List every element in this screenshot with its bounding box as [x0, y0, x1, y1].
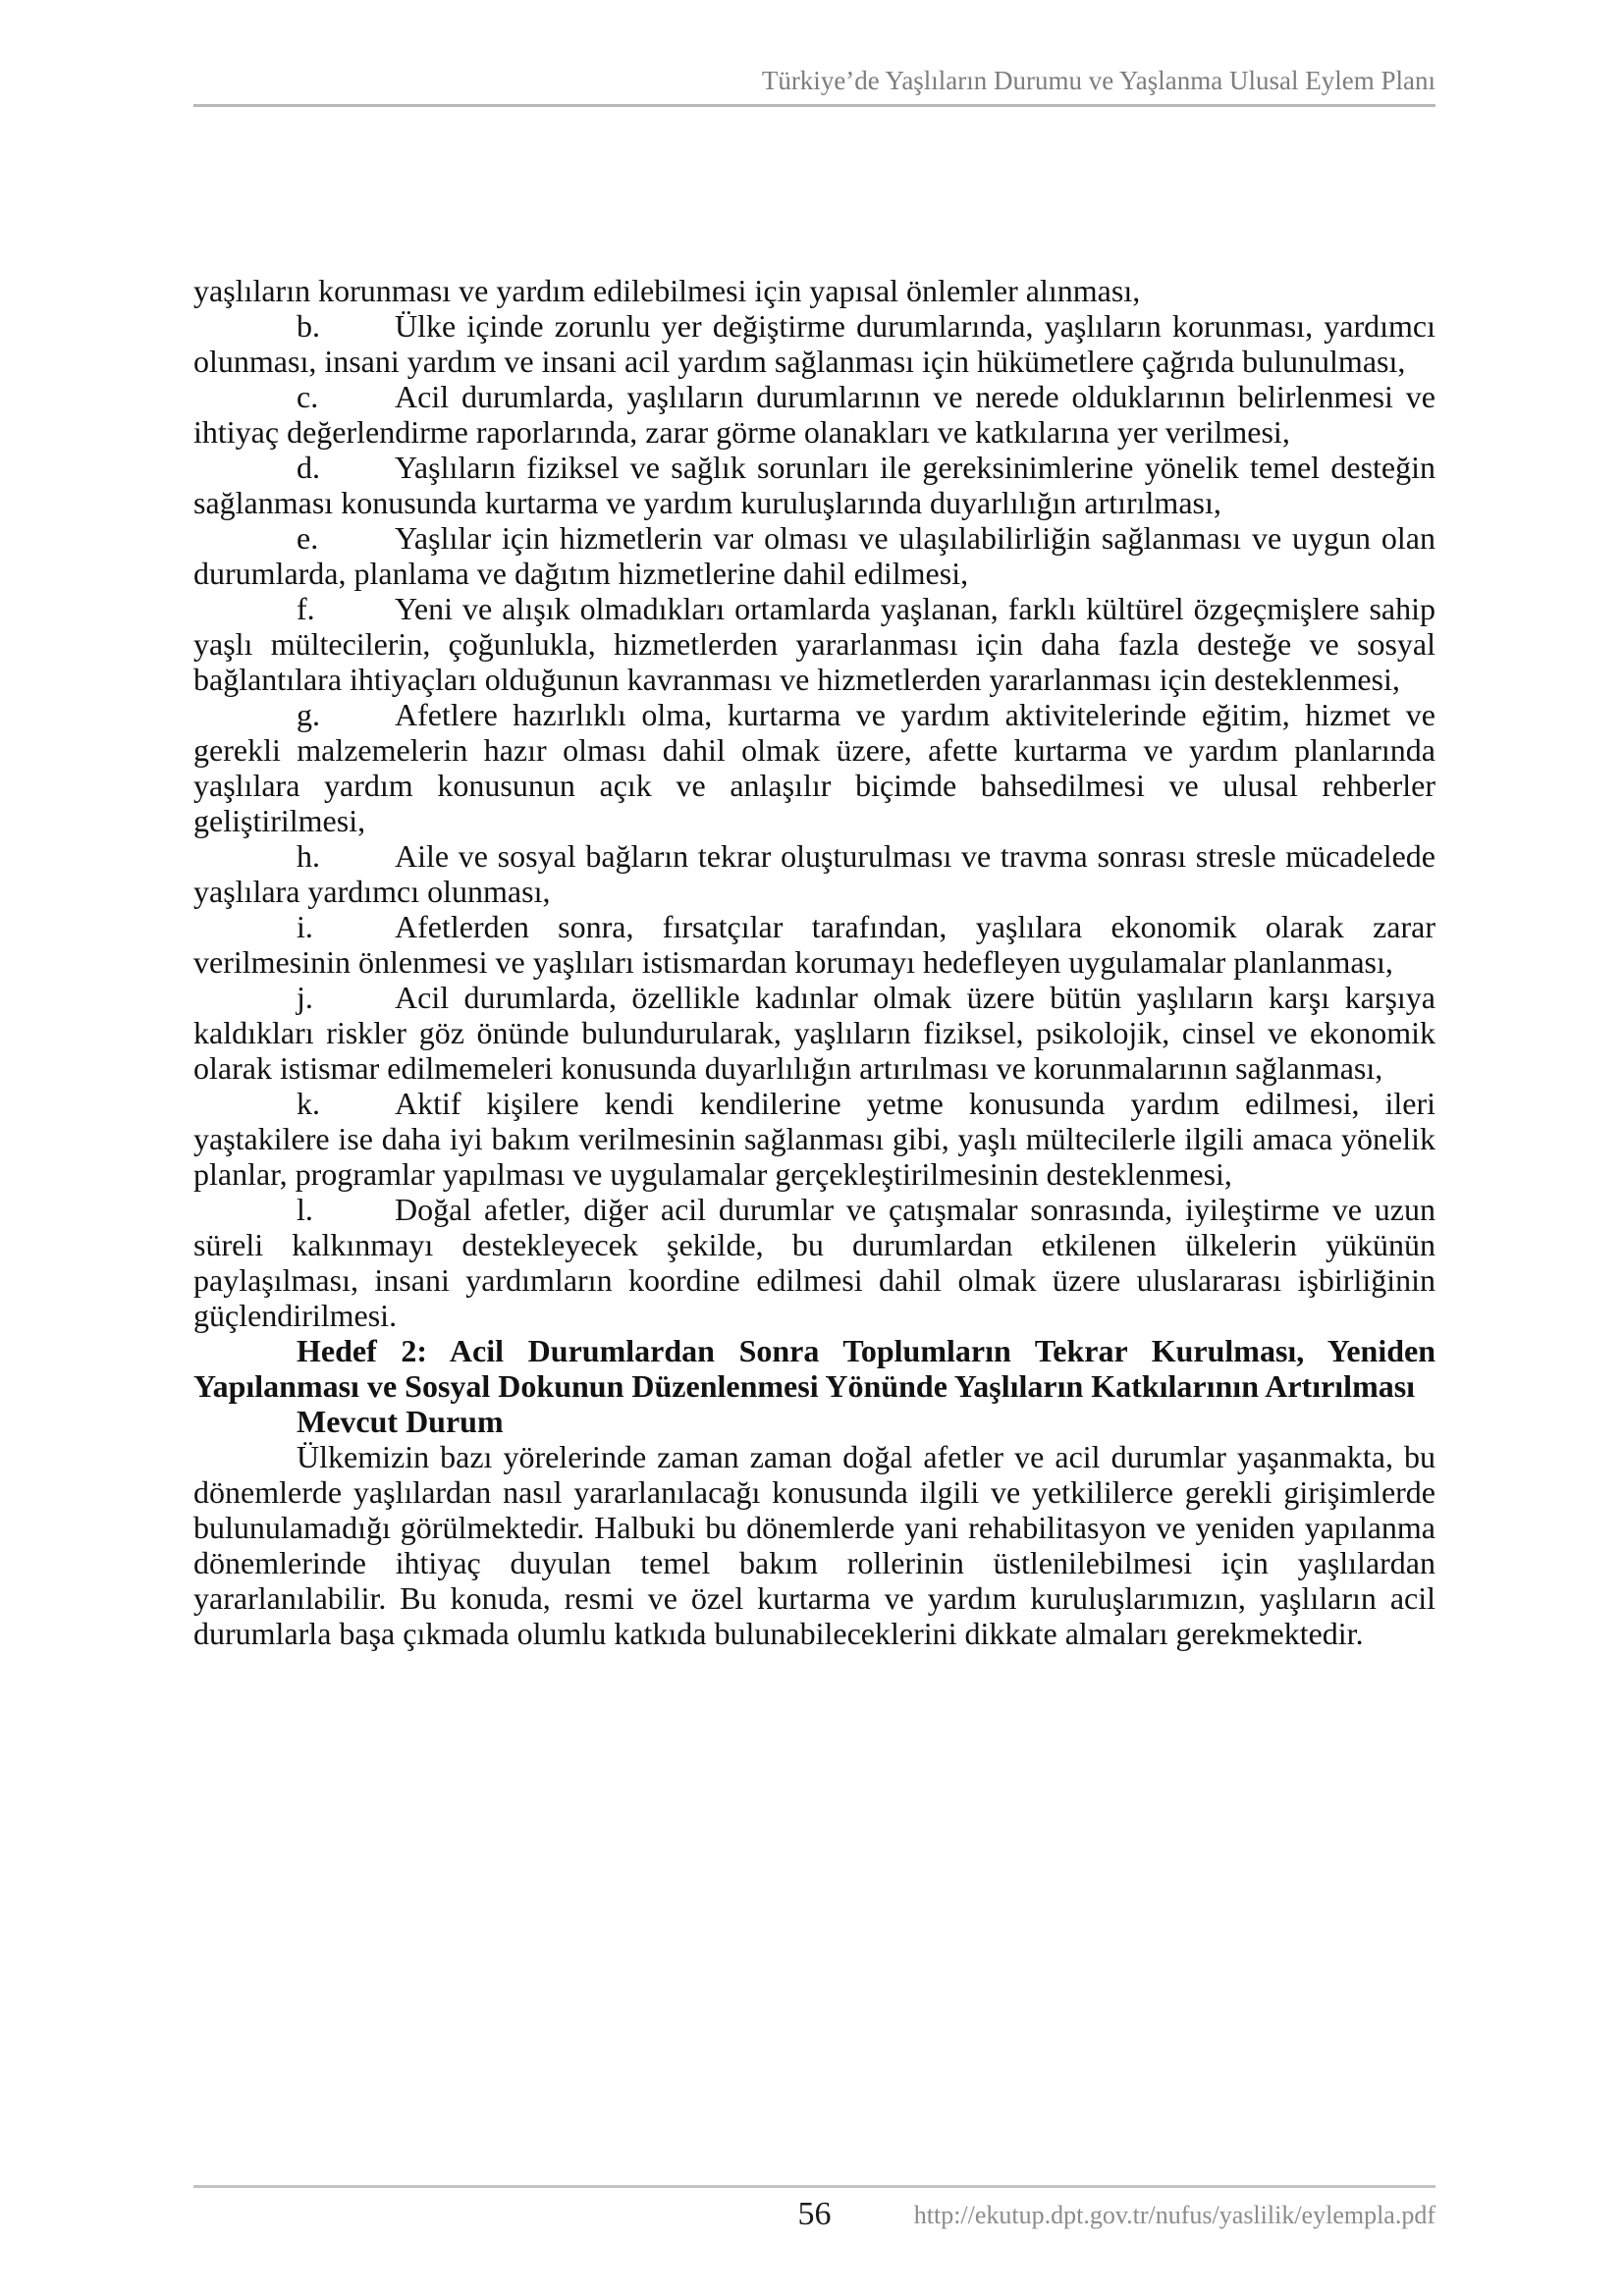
list-item-label: e.: [297, 520, 319, 556]
list-item-text: Afetlere hazırlıklı olma, kurtarma ve yardım aktivitelerinde eğitim, hizmet ve gerekli malzemelerin hazır olması dahil olmak üzere, afette kurtarma ve yardım planlarında yaşlılara yardım konusunun açık ve anlaşılır biçimde bahsedilmesi ve ulusal rehberler geliştirilmesi,: [193, 697, 1435, 838]
list-item-text: Aktif kişilere kendi kendilerine yetme konusunda yardım edilmesi, ileri yaştakilere ise daha iyi bakım verilmesinin sağlanması gibi, yaşlı mültecilerle ilgili amaca yönelik planlar, programlar yapılması ve uygulamalar gerçekleştirilmesinin desteklenmesi,: [193, 1086, 1435, 1192]
list-item-c: [193, 379, 1435, 450]
list-item-i: [193, 909, 1435, 980]
list-item-label: l.: [297, 1192, 313, 1227]
list-item-d: [193, 450, 1435, 520]
list-item-b: [193, 308, 1435, 379]
list-item-text: Yaşlıların fiziksel ve sağlık sorunları ile gereksinimlerine yönelik temel desteğin sağlanması konusunda kurtarma ve yardım kuruluşlarında duyarlılığın artırılması,: [193, 450, 1435, 520]
page-header: [193, 65, 1435, 107]
section-subheading: Mevcut Durum: [297, 1404, 504, 1439]
list-item-label: h.: [297, 838, 320, 874]
footer-url: http://ekutup.dpt.gov.tr/nufus/yaslilik/eylempla.pdf: [913, 2201, 1435, 2229]
list-item-k: [193, 1086, 1435, 1192]
intro-continuation-line: yaşlıların korunması ve yardım edilebilmesi için yapısal önlemler alınması,: [193, 273, 1141, 308]
list-item-g: [193, 697, 1435, 838]
list-item-text: Yaşlılar için hizmetlerin var olması ve ulaşılabilirliğin sağlanması ve uygun olan durumlarda, planlama ve dağıtım hizmetlerine dahil edilmesi,: [193, 520, 1435, 591]
list-item-text: Yeni ve alışık olmadıkları ortamlarda yaşlanan, farklı kültürel özgeçmişlere sahip yaşlı mültecilerin, çoğunlukla, hizmetlerden yararlanması için daha fazla desteğe ve sosyal bağlantılara ihtiyaçları olduğunun kavranması ve hizmetlerden yararlanması için desteklenmesi,: [193, 591, 1435, 697]
list-item-l: [193, 1192, 1435, 1333]
list-item-label: g.: [297, 697, 320, 732]
document-body: [193, 273, 1435, 1651]
page-footer: [193, 2185, 1435, 2232]
list-item-e: [193, 520, 1435, 591]
list-item-text: Afetlerden sonra, fırsatçılar tarafından, yaşlılara ekonomik olarak zarar verilmesinin önlenmesi ve yaşlıları istismardan korumayı hedefleyen uygulamalar planlanması,: [193, 909, 1435, 980]
list-item-label: f.: [297, 591, 315, 626]
page-number: 56: [797, 2196, 832, 2232]
list-item-text: Doğal afetler, diğer acil durumlar ve çatışmalar sonrasında, iyileştirme ve uzun süreli kalkınmayı destekleyecek şekilde, bu durumlardan etkilenen ülkelerin yükünün paylaşılması, insani yardımların koordine edilmesi dahil olmak üzere uluslararası işbirliğinin güçlendirilmesi.: [193, 1192, 1435, 1333]
list-item-h: [193, 838, 1435, 909]
list-item-text: Acil durumlarda, yaşlıların durumlarının ve nerede olduklarının belirlenmesi ve ihtiyaç değerlendirme raporlarında, zarar görme olanakları ve katkılarına yer verilmesi,: [193, 379, 1435, 450]
list-item-label: b.: [297, 308, 320, 344]
list-item-label: d.: [297, 450, 320, 485]
list-item-label: c.: [297, 379, 319, 414]
list-item-label: i.: [297, 909, 313, 944]
list-item-label: j.: [297, 980, 313, 1015]
list-item-text: Ülke içinde zorunlu yer değiştirme durumlarında, yaşlıların korunması, yardımcı olunması, insani yardım ve insani acil yardım sağlanması için hükümetlere çağrıda bulunulması,: [193, 308, 1435, 379]
header-title: Türkiye’de Yaşlıların Durumu ve Yaşlanma Ulusal Eylem Planı: [761, 66, 1435, 95]
list-item-text: Acil durumlarda, özellikle kadınlar olmak üzere bütün yaşlıların karşı karşıya kaldıkları riskler göz önünde bulundurularak, yaşlıların fiziksel, psikolojik, cinsel ve ekonomik olarak istismar edilmemeleri konusunda duyarlılığın artırılması ve korunmalarının sağlanması,: [193, 980, 1435, 1086]
current-status-paragraph: Ülkemizin bazı yörelerinde zaman zaman doğal afetler ve acil durumlar yaşanmakta, bu dönemlerde yaşlılardan nasıl yararlanılacağı konusunda ilgili ve yetkililerce gerekli girişimlerde bulunulamadığı görülmektedir. Halbuki bu dönemlerde yani rehabilitasyon ve yeniden yapılanma dönemlerinde ihtiyaç duyulan temel bakım rollerinin üstlenilebilmesi için yaşlılardan yararlanılabilir. Bu konuda, resmi ve özel kurtarma ve yardım kuruluşlarımızın, yaşlıların acil durumlarla başa çıkmada olumlu katkıda bulunabileceklerini dikkate almaları gerekmektedir.: [193, 1439, 1435, 1651]
goal-heading: Hedef 2: Acil Durumlardan Sonra Toplumların Tekrar Kurulması, Yeniden Yapılanması ve Sosyal Dokunun Düzenlenmesi Yönünde Yaşlıların Katkılarının Artırılması: [193, 1333, 1435, 1404]
list-item-j: [193, 980, 1435, 1086]
list-item-label: k.: [297, 1086, 320, 1121]
list-item-f: [193, 591, 1435, 697]
list-item-text: Aile ve sosyal bağların tekrar oluşturulması ve travma sonrası stresle mücadelede yaşlılara yardımcı olunması,: [193, 838, 1435, 909]
